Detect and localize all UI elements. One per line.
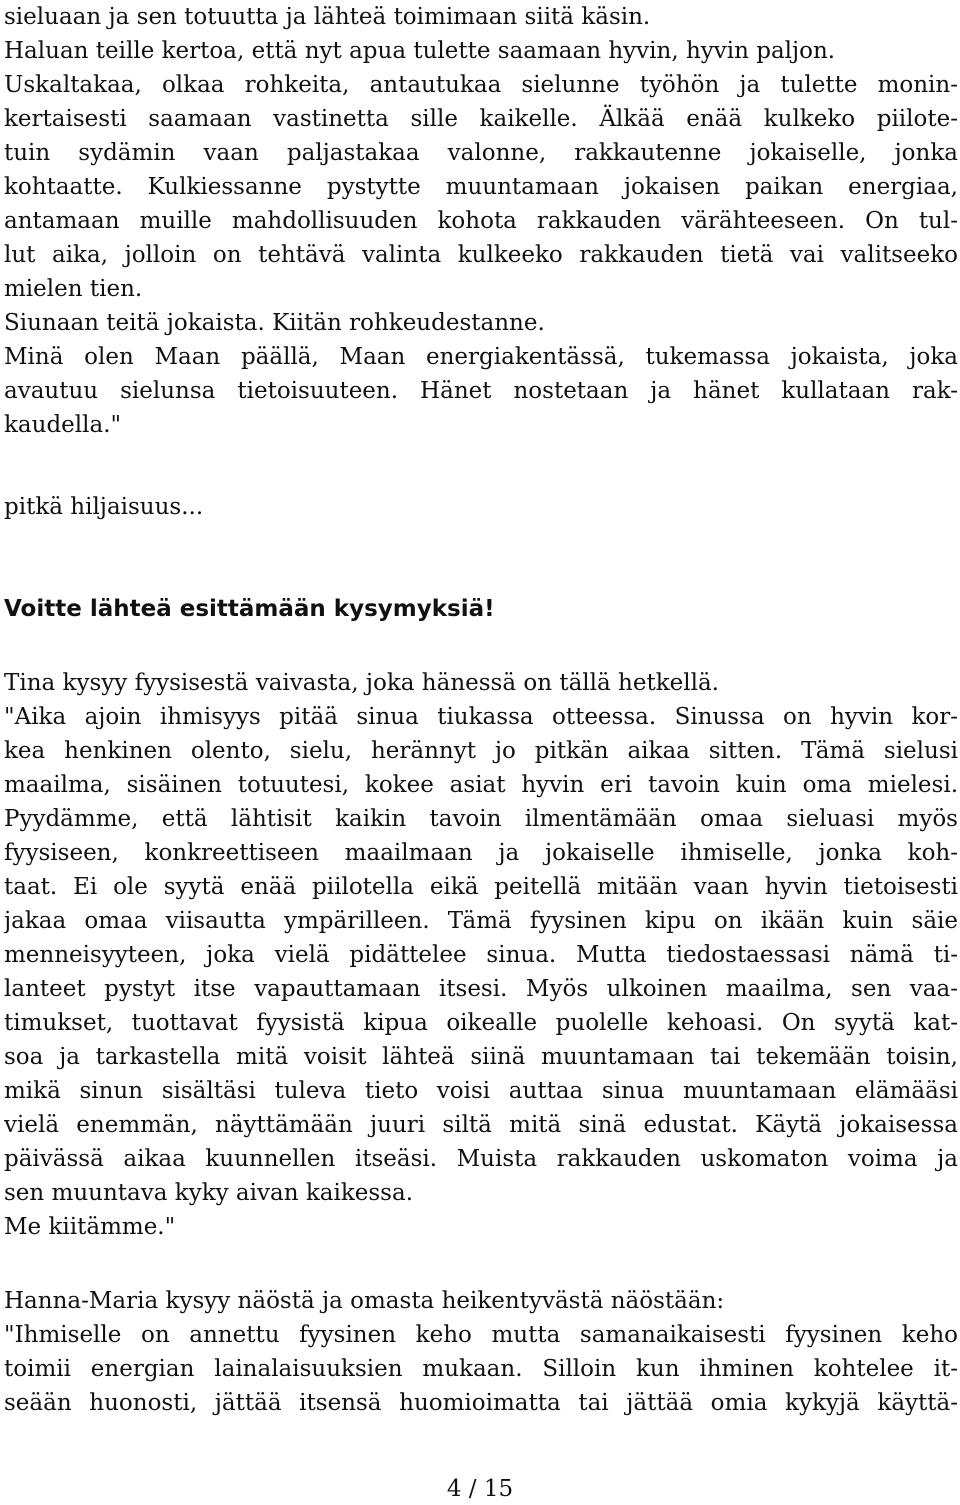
page-number: 4 / 15 [446,1476,514,1502]
text-line: vielä enemmän, näyttämään juuri siltä mitä sinä edustat. Käytä jokaisessa [4,1112,958,1138]
text-line: päivässä aikaa kuunnellen itseäsi. Muista rakkauden uskomaton voima ja [4,1146,958,1172]
text-line: "Aika ajoin ihmisyys pitää sinua tiukassa otteessa. Sinussa on hyvin kor- [4,704,958,730]
text-line: antamaan muille mahdollisuuden kohota rakkauden värähteeseen. On tul- [4,208,958,234]
text-line: tuin sydämin vaan paljastakaa valonne, rakkautenne jokaiselle, jonka [4,140,958,166]
text-line: lanteet pystyt itse vapauttamaan itsesi. Myös ulkoinen maailma, sen vaa- [4,976,958,1002]
section-heading: Voitte lähteä esittämään kysymyksiä! [4,596,495,622]
text-line: mielen tien. [4,276,143,302]
text-line: menneisyyteen, joka vielä pidättelee sinua. Mutta tiedostaessasi nämä ti- [4,942,958,968]
text-line: maailma, sisäinen totuutesi, kokee asiat hyvin eri tavoin kuin oma mielesi. [4,772,958,798]
text-line: sieluaan ja sen totuutta ja lähteä toimimaan siitä käsin. [4,4,651,30]
text-line: Uskaltakaa, olkaa rohkeita, antautukaa sielunne työhön ja tulette monin- [4,72,958,98]
text-line: "Ihmiselle on annettu fyysinen keho mutta samanaikaisesti fyysinen keho [4,1322,958,1348]
text-line: timukset, tuottavat fyysistä kipua oikealle puolelle kehoasi. On syytä kat- [4,1010,958,1036]
text-line: lut aika, jolloin on tehtävä valinta kulkeeko rakkauden tietä vai valitseeko [4,242,958,268]
text-line: seään huonosti, jättää itsensä huomioimatta tai jättää omia kykyjä käyttä- [4,1390,958,1416]
text-line: soa ja tarkastella mitä voisit lähteä siinä muuntamaan tai tekemään toisin, [4,1044,958,1070]
text-line: kohtaatte. Kulkiessanne pystytte muuntamaan jokaisen paikan energiaa, [4,174,958,200]
text-line: Me kiitämme." [4,1214,176,1240]
text-line: toimii energian lainalaisuuksien mukaan. Silloin kun ihminen kohtelee it- [4,1356,958,1382]
text-line: Tina kysyy fyysisestä vaivasta, joka hänessä on tällä hetkellä. [4,670,719,696]
text-line: Haluan teille kertoa, että nyt apua tulette saamaan hyvin, hyvin paljon. [4,38,836,64]
text-line: taat. Ei ole syytä enää piilotella eikä peitellä mitään vaan hyvin tietoisesti [4,874,958,900]
text-line: Siunaan teitä jokaista. Kiitän rohkeudestanne. [4,310,545,336]
text-line: fyysiseen, konkreettiseen maailmaan ja jokaiselle ihmiselle, jonka koh- [4,840,958,866]
text-line: kertaisesti saamaan vastinetta sille kaikelle. Älkää enää kulkeko piilote- [4,106,958,132]
text-line: mikä sinun sisältäsi tuleva tieto voisi auttaa sinua muuntamaan elämääsi [4,1078,958,1104]
text-line: pitkä hiljaisuus... [4,494,204,520]
text-line: sen muuntava kyky aivan kaikessa. [4,1180,414,1206]
text-line: kea henkinen olento, sielu, herännyt jo pitkän aikaa sitten. Tämä sielusi [4,738,958,764]
text-line: jakaa omaa viisautta ympärilleen. Tämä fyysinen kipu on ikään kuin säie [4,908,958,934]
text-line: Hanna-Maria kysyy näöstä ja omasta heikentyvästä näöstään: [4,1288,725,1314]
text-line: Minä olen Maan päällä, Maan energiakentässä, tukemassa jokaista, joka [4,344,958,370]
text-line: kaudella." [4,412,122,438]
text-line: avautuu sielunsa tietoisuuteen. Hänet nostetaan ja hänet kullataan rak- [4,378,958,404]
text-line: Pyydämme, että lähtisit kaikin tavoin ilmentämään omaa sieluasi myös [4,806,958,832]
